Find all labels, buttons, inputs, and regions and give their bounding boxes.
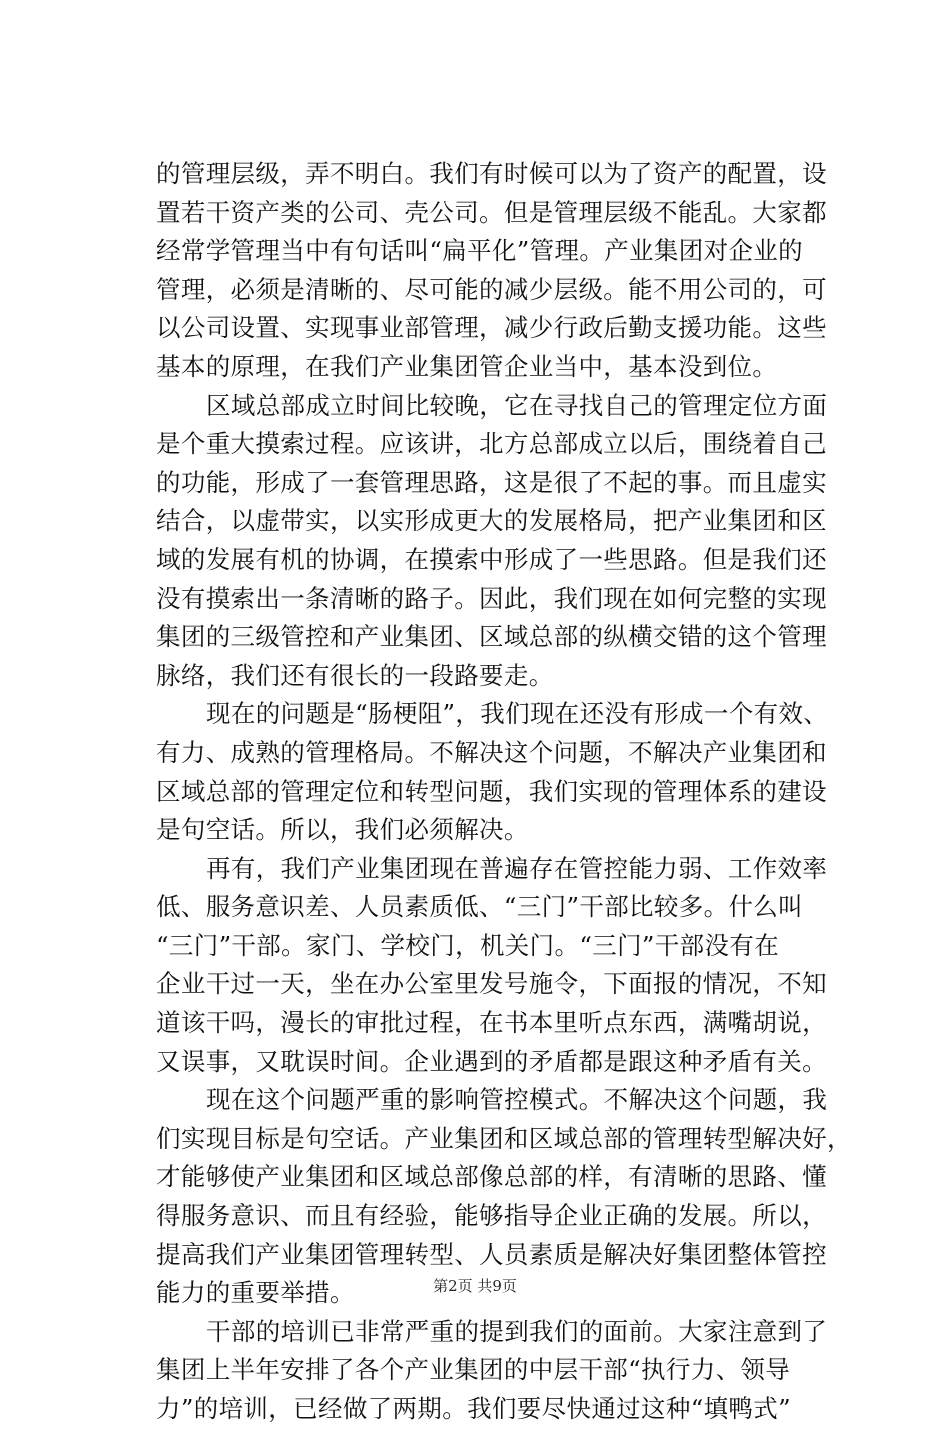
text-line: 低、服务意识差、人员素质低、“三门”干部比较多。什么叫 <box>156 892 803 922</box>
paragraph-first-line: 现在这个问题严重的影响管控模式。不解决这个问题，我 <box>206 1085 828 1115</box>
text-line: 的功能，形成了一套管理思路，这是很了不起的事。而且虚实 <box>156 467 827 497</box>
text-line: 区域总部的管理定位和转型问题，我们实现的管理体系的建设 <box>156 776 827 806</box>
text-line: 企业干过一天，坐在办公室里发号施令，下面报的情况，不知 <box>156 969 827 999</box>
text-line: 又误事，又耽误时间。企业遇到的矛盾都是跟这种矛盾有关。 <box>156 1046 827 1076</box>
text-line: 们实现目标是句空话。产业集团和区域总部的管理转型解决好， <box>156 1123 852 1153</box>
text-line: 没有摸索出一条清晰的路子。因此，我们现在如何完整的实现 <box>156 583 827 613</box>
text-line: 以公司设置、实现事业部管理，减少行政后勤支援功能。这些 <box>156 313 827 343</box>
text-line: 基本的原理，在我们产业集团管企业当中，基本没到位。 <box>156 351 778 381</box>
text-line: 是句空话。所以，我们必须解决。 <box>156 815 529 845</box>
text-line: 才能够使产业集团和区域总部像总部的样，有清晰的思路、懂 <box>156 1162 827 1192</box>
text-line: 有力、成熟的管理格局。不解决这个问题，不解决产业集团和 <box>156 737 827 767</box>
paragraph-first-line: 区域总部成立时间比较晚，它在寻找自己的管理定位方面 <box>206 390 828 420</box>
text-line: 得服务意识、而且有经验，能够指导企业正确的发展。所以， <box>156 1201 827 1231</box>
text-line: 脉络，我们还有很长的一段路要走。 <box>156 660 554 690</box>
text-line: 的管理层级，弄不明白。我们有时候可以为了资产的配置，设 <box>156 159 827 188</box>
paragraph-first-line: 再有，我们产业集团现在普遍存在管控能力弱、工作效率 <box>206 853 828 883</box>
text-line: “三门”干部。家门、学校门，机关门。“三门”干部没有在 <box>156 930 780 960</box>
text-line: 提高我们产业集团管理转型、人员素质是解决好集团整体管控 <box>156 1239 827 1269</box>
text-line: 是个重大摸索过程。应该讲，北方总部成立以后，围绕着自己 <box>156 429 827 459</box>
text-line: 集团上半年安排了各个产业集团的中层干部“执行力、领导 <box>156 1355 791 1385</box>
text-line: 管理，必须是清晰的、尽可能的减少层级。能不用公司的，可 <box>156 274 827 304</box>
text-line: 域的发展有机的协调，在摸索中形成了一些思路。但是我们还 <box>156 544 827 574</box>
page-footer: 第2页 共9页 <box>433 1277 517 1295</box>
text-line: 道该干吗，漫长的审批过程，在书本里听点东西，满嘴胡说， <box>156 1008 827 1038</box>
text-line: 结合，以虚带实，以实形成更大的发展格局，把产业集团和区 <box>156 506 827 536</box>
paragraph-first-line: 现在的问题是“肠梗阻”，我们现在还没有形成一个有效、 <box>206 699 829 729</box>
text-line: 能力的重要举措。 <box>156 1278 355 1308</box>
text-line: 经常学管理当中有句话叫“扁平化”管理。产业集团对企业的 <box>156 236 803 266</box>
text-line: 力”的培训，已经做了两期。我们要尽快通过这种“填鸭式” <box>156 1394 792 1423</box>
paragraph-first-line: 干部的培训已非常严重的提到我们的面前。大家注意到了 <box>206 1316 828 1346</box>
text-line: 集团的三级管控和产业集团、区域总部的纵横交错的这个管理 <box>156 622 827 652</box>
text-line: 置若干资产类的公司、壳公司。但是管理层级不能乱。大家都 <box>156 197 827 227</box>
document-body <box>156 155 852 1429</box>
